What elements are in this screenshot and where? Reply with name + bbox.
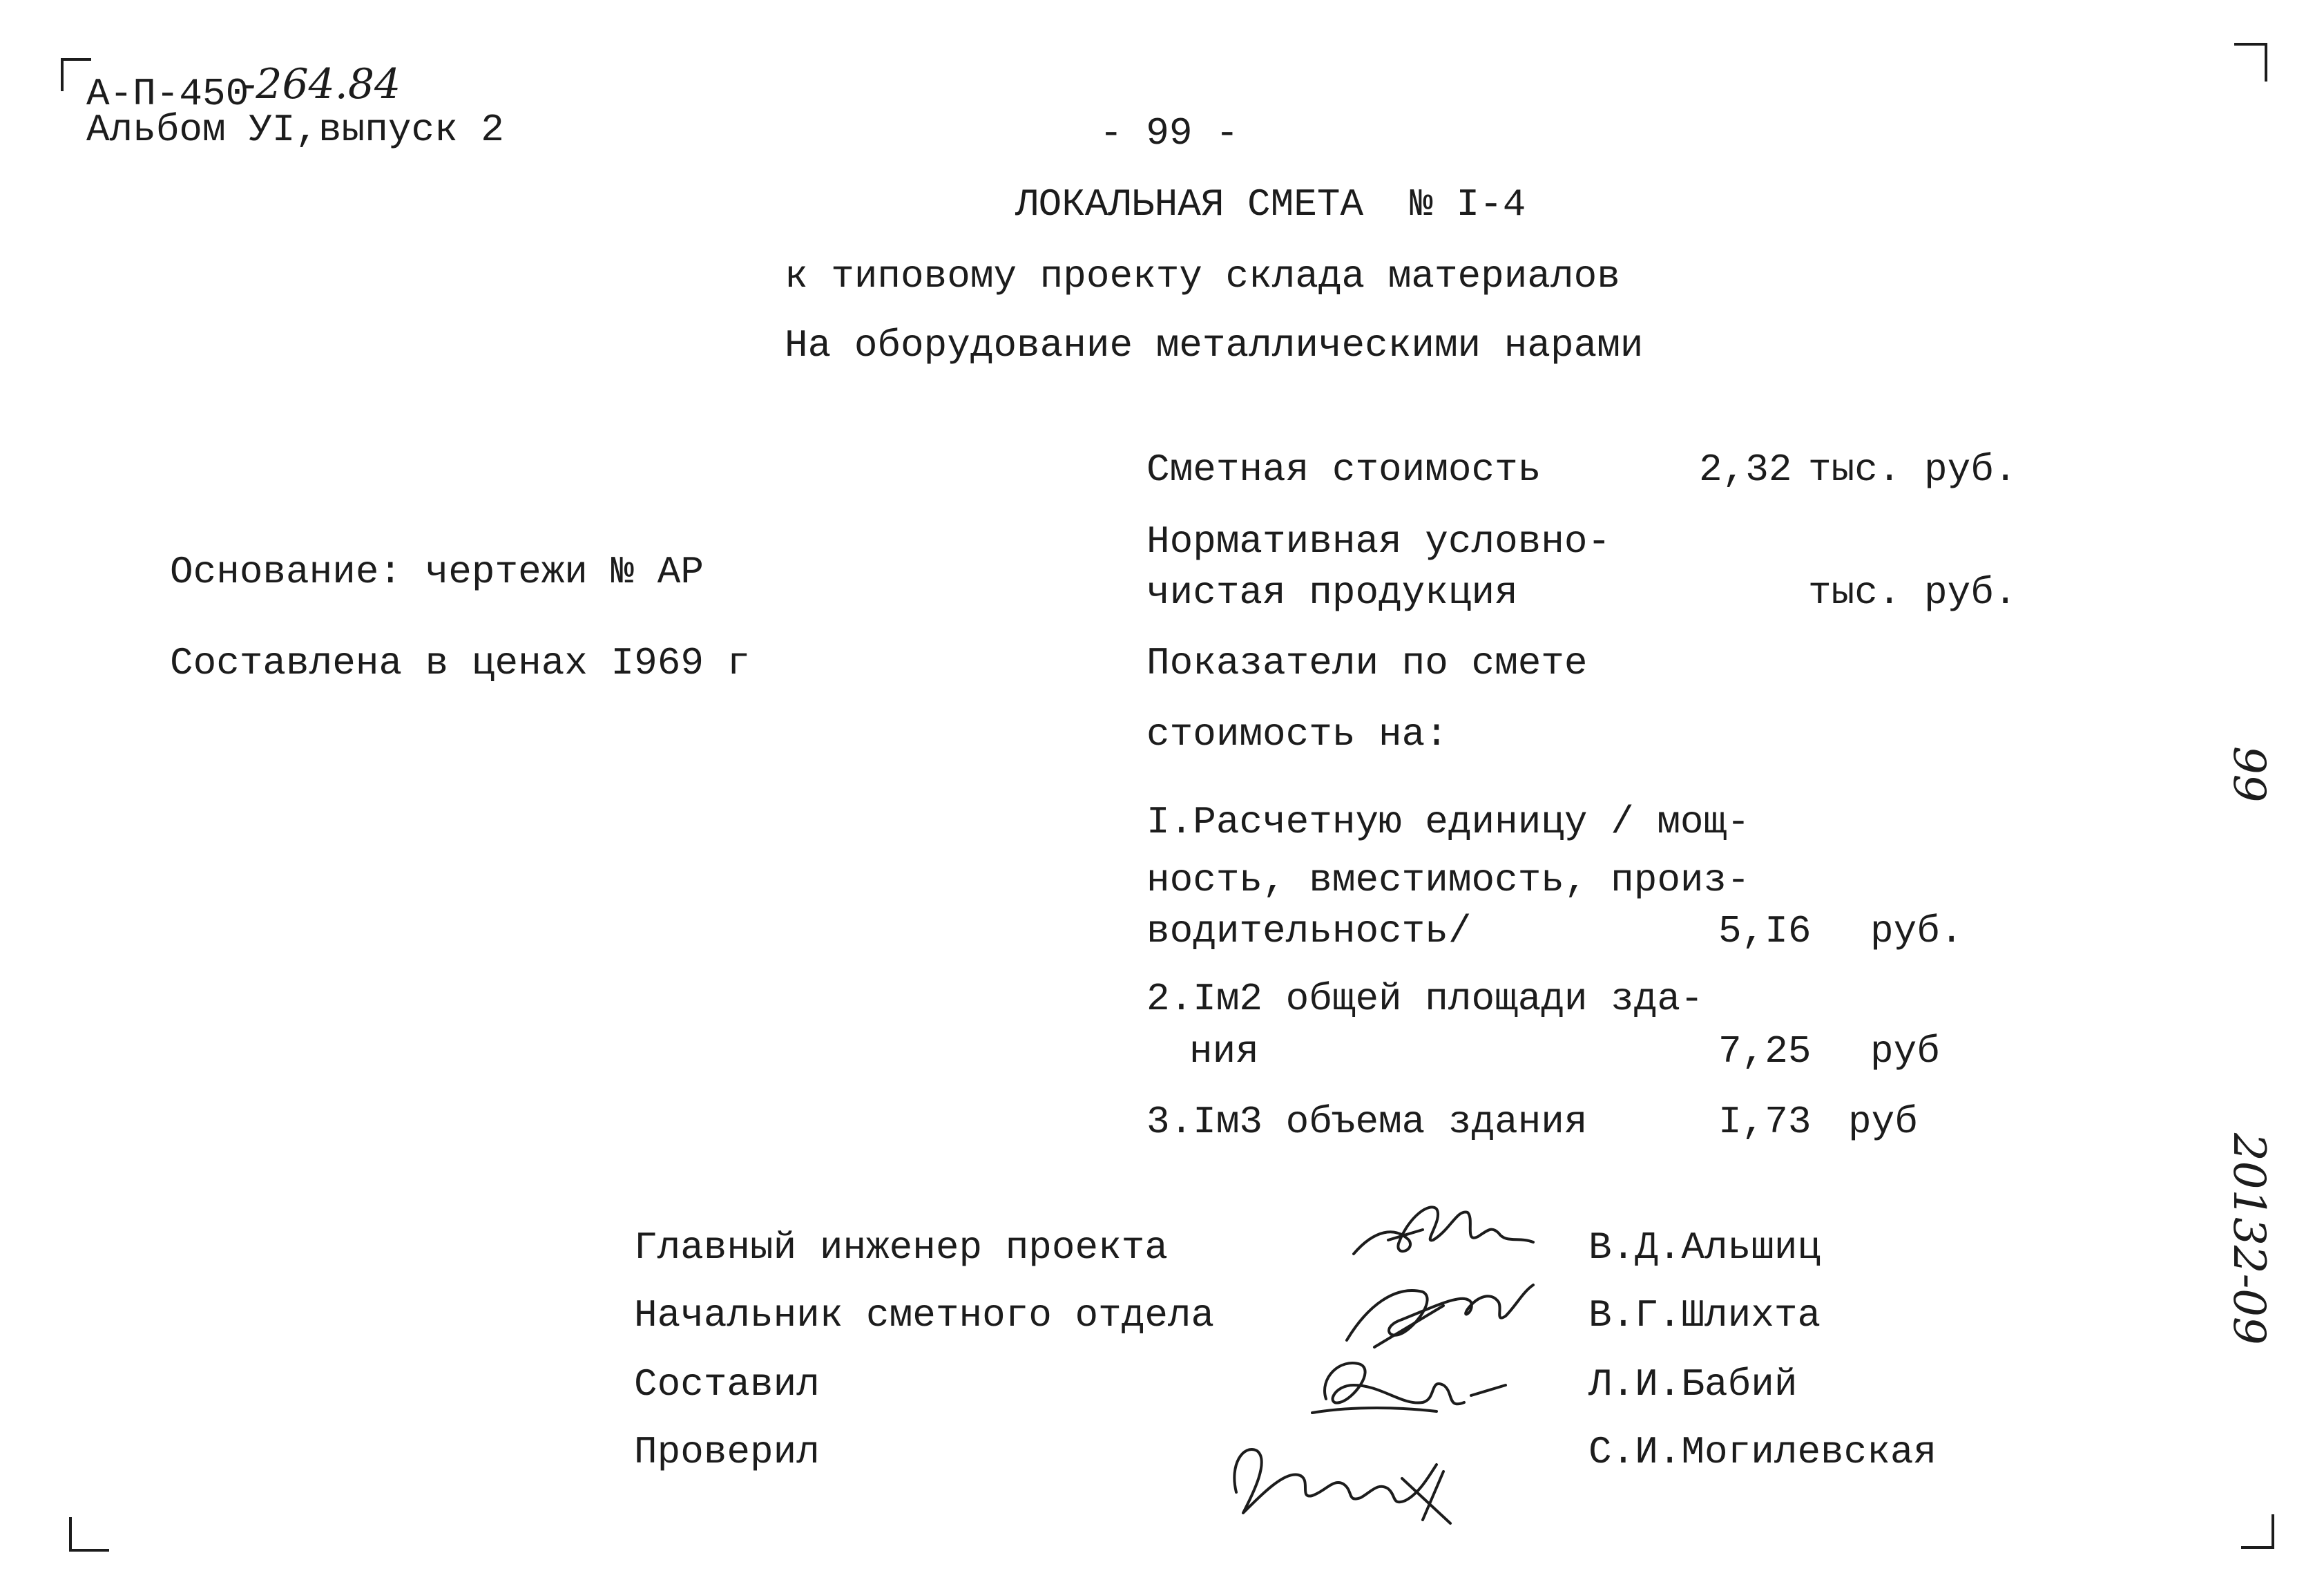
handwritten-signature-1 — [1347, 1188, 1554, 1271]
normative-label-line2: чистая продукция — [1146, 571, 1518, 615]
item3-value: I,73 — [1718, 1100, 1812, 1144]
margin-code: 20132-09 — [2223, 1133, 2274, 1345]
item3-unit: руб — [1848, 1100, 1918, 1144]
item2-unit: руб — [1870, 1029, 1940, 1074]
basis-line: Основание: чертежи № АР — [170, 550, 704, 594]
handwritten-signature-4 — [1216, 1409, 1478, 1534]
prices-line: Составлена в ценах I969 г — [170, 641, 751, 685]
normative-label-line1: Нормативная условно- — [1146, 520, 1611, 564]
estimated-cost-value: 2,32 — [1699, 448, 1792, 492]
signature-role: Проверил — [634, 1430, 820, 1474]
signature-name: В.Д.Альшиц — [1588, 1226, 1821, 1270]
document-subtitle: к типовому проекту склада материалов — [785, 254, 1620, 298]
signature-name: В.Г.Шлихта — [1588, 1293, 1821, 1337]
item1-line3: водительность/ — [1146, 909, 1472, 953]
corner-mark-top-right — [2234, 43, 2267, 82]
item3-line1: 3.Iм3 объема здания — [1146, 1100, 1588, 1144]
estimated-cost-unit: тыс. руб. — [1808, 448, 2017, 492]
indicators-line1: Показатели по смете — [1146, 641, 1588, 685]
item1-line1: I.Расчетную единицу / мощ- — [1146, 800, 1750, 844]
estimated-cost-label: Сметная стоимость — [1146, 448, 1542, 492]
signature-role: Составил — [634, 1362, 820, 1407]
document-code-handwritten: -264.84 — [242, 60, 401, 108]
item1-unit: руб. — [1870, 909, 1963, 953]
document-title: ЛОКАЛЬНАЯ СМЕТА № I-4 — [1015, 182, 1526, 227]
signature-name: Л.И.Бабий — [1588, 1362, 1798, 1407]
corner-mark-bottom-left — [69, 1517, 109, 1552]
signature-role: Главный инженер проекта — [634, 1226, 1168, 1270]
document-code: А-П-450 — [86, 72, 249, 116]
page-number: - 99 - — [1099, 111, 1239, 155]
item2-line1: 2.Iм2 общей площади зда- — [1146, 977, 1704, 1021]
corner-mark-bottom-right — [2241, 1514, 2274, 1549]
item1-value: 5,I6 — [1718, 909, 1812, 953]
item1-line2: ность, вместимость, произ- — [1146, 858, 1750, 902]
indicators-line2: стоимость на: — [1146, 712, 1448, 756]
album-label: Альбом УI,выпуск 2 — [86, 108, 504, 152]
signature-role: Начальник сметного отдела — [634, 1293, 1215, 1337]
document-subject: На оборудование металлическими нарами — [785, 323, 1644, 368]
normative-unit: тыс. руб. — [1808, 571, 2017, 615]
item2-value: 7,25 — [1718, 1029, 1812, 1074]
signature-name: С.И.Могилевская — [1588, 1430, 1937, 1474]
item2-line2: ния — [1189, 1029, 1259, 1074]
margin-page-number: 99 — [2223, 746, 2274, 803]
